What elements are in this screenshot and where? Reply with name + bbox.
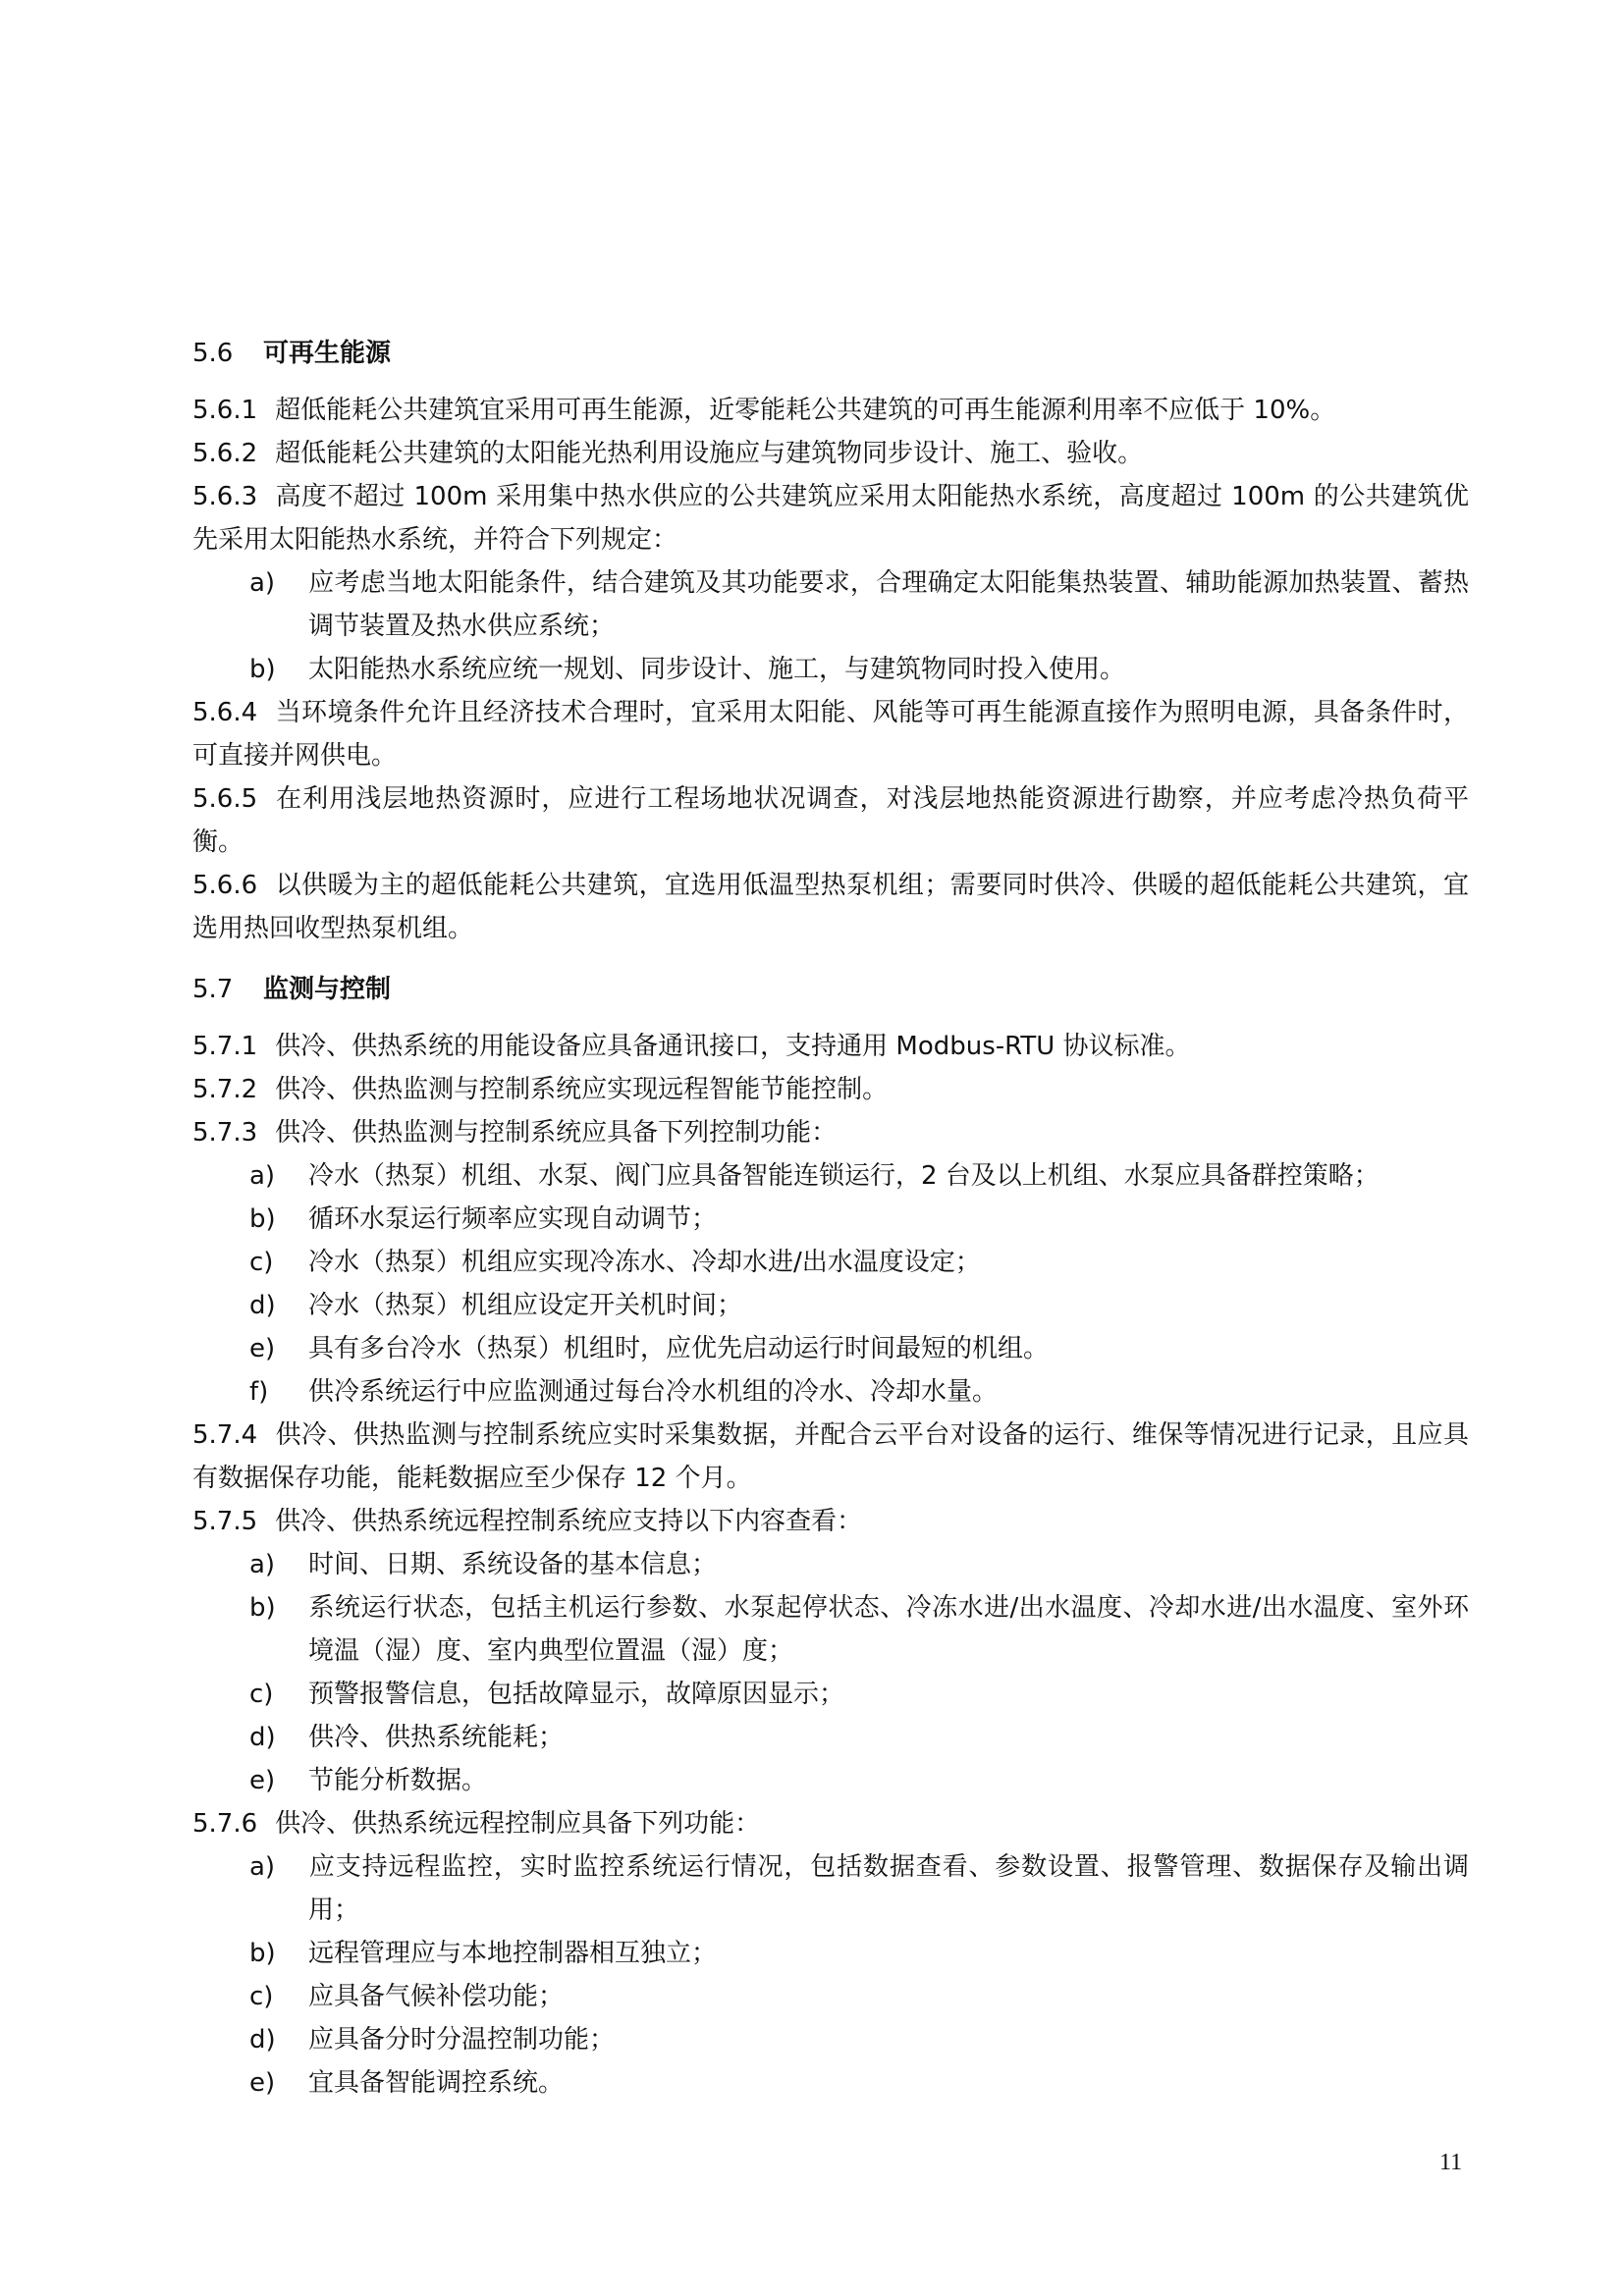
list-item-marker: b) [249,655,276,684]
list-item-marker: d) [249,1291,276,1320]
list-item-text: 冷水（热泵）机组、水泵、阀门应具备智能连锁运行，2 台及以上机组、水泵应具备群控策略； [308,1161,1380,1191]
list-item-marker: c) [249,1982,274,2011]
clause [192,475,1469,561]
list-item-text: 预警报警信息，包括故障显示，故障原因显示； [308,1680,845,1709]
list-item-marker: e) [249,1334,276,1363]
list-item-marker: b) [249,1204,276,1234]
clause [192,432,1469,475]
list-item-text: 系统运行状态，包括主机运行参数、水泵起停状态、冷冻水进/出水温度、冷却水进/出水温度、室外环境温（湿）度、室内典型位置温（湿）度； [308,1593,1469,1666]
list-item-text: 应具备气候补偿功能； [308,1982,565,2011]
clause [192,777,1469,864]
clause [192,1111,1469,1154]
list-item-text: 应具备分时分温控制功能； [308,2025,616,2055]
clause [192,1802,1469,1845]
clause-number: 5.7.1 [192,1032,258,1061]
section-number: 5.6 [192,339,234,368]
list-item-marker: a) [249,1161,276,1191]
clause [192,389,1469,432]
list-item [192,1154,1469,1198]
list-item [192,2061,1469,2105]
list-item [192,1932,1469,1975]
list-item [192,561,1469,648]
list-item-marker: a) [249,568,276,598]
clause-text: 供冷、供热系统远程控制应具备下列功能： [275,1809,761,1839]
list-item [192,1241,1469,1284]
clause-text: 以供暖为主的超低能耗公共建筑，宜选用低温型热泵机组；需要同时供冷、供暖的超低能耗公共建筑，宜选用热回收型热泵机组。 [192,871,1469,943]
list-item-text: 冷水（热泵）机组应实现冷冻水、冷却水进/出水温度设定； [308,1248,981,1277]
list-item-text: 太阳能热水系统应统一规划、同步设计、施工，与建筑物同时投入使用。 [308,655,1126,684]
section-title: 监测与控制 [263,975,392,1004]
clause-number: 5.6.1 [192,396,258,425]
list-item-text: 具有多台冷水（热泵）机组时，应优先启动运行时间最短的机组。 [308,1334,1050,1363]
list-item-marker: a) [249,1550,276,1579]
list-item-marker: d) [249,2025,276,2055]
clause-number: 5.7.4 [192,1420,258,1450]
section-heading [192,968,1469,1011]
list-item-text: 冷水（热泵）机组应设定开关机时间； [308,1291,743,1320]
list-item [192,1716,1469,1759]
clause [192,1414,1469,1500]
list-item [192,2018,1469,2061]
clause-text: 当环境条件允许且经济技术合理时，宜采用太阳能、风能等可再生能源直接作为照明电源，具备条件时，可直接并网供电。 [192,698,1469,771]
clause-number: 5.6.6 [192,871,258,900]
list-item-text: 节能分析数据。 [308,1766,488,1795]
list-item-marker: c) [249,1680,274,1709]
page-number: 11 [1439,2150,1463,2175]
list-item [192,1327,1469,1370]
list-item-marker: a) [249,1852,276,1882]
clause-text: 供冷、供热监测与控制系统应实现远程智能节能控制。 [275,1075,889,1104]
clause [192,1025,1469,1068]
list-item-text: 时间、日期、系统设备的基本信息； [308,1550,718,1579]
list-item [192,1673,1469,1716]
list-item [192,1759,1469,1802]
clause-text: 在利用浅层地热资源时，应进行工程场地状况调查，对浅层地热能资源进行勘察，并应考虑冷热负荷平衡。 [192,784,1469,857]
clause-number: 5.7.6 [192,1809,258,1839]
clause-number: 5.6.5 [192,784,258,814]
list-item-marker: b) [249,1939,276,1968]
clause-text: 高度不超过 100m 采用集中热水供应的公共建筑应采用太阳能热水系统，高度超过 100m 的公共建筑优先采用太阳能热水系统，并符合下列规定： [192,482,1469,555]
list-item [192,1370,1469,1414]
list-item [192,1198,1469,1241]
list-item-marker: e) [249,1766,276,1795]
section-heading [192,332,1469,375]
clause-text: 供冷、供热系统远程控制系统应支持以下内容查看： [275,1507,863,1536]
clause-number: 5.6.2 [192,439,258,468]
list-item-marker: b) [249,1593,276,1623]
clause-text: 供冷、供热监测与控制系统应实时采集数据，并配合云平台对设备的运行、维保等情况进行记录，且应具有数据保存功能，能耗数据应至少保存 12 个月。 [192,1420,1469,1493]
list-item-text: 宜具备智能调控系统。 [308,2068,565,2098]
clause-number: 5.6.4 [192,698,258,727]
clause-number: 5.7.2 [192,1075,258,1104]
list-item [192,648,1469,691]
clause-text: 供冷、供热监测与控制系统应具备下列控制功能： [275,1118,838,1148]
clause [192,1500,1469,1543]
clause-number: 5.6.3 [192,482,258,511]
list-item [192,1845,1469,1932]
clause-number: 5.7.3 [192,1118,258,1148]
clause-text: 超低能耗公共建筑的太阳能光热利用设施应与建筑物同步设计、施工、验收。 [275,439,1144,468]
clause-text: 超低能耗公共建筑宜采用可再生能源，近零能耗公共建筑的可再生能源利用率不应低于 10%。 [275,396,1336,425]
section-number: 5.7 [192,975,234,1004]
list-item-text: 供冷系统运行中应监测通过每台冷水机组的冷水、冷却水量。 [308,1377,999,1407]
list-item [192,1586,1469,1673]
list-item [192,1543,1469,1586]
list-item-text: 循环水泵运行频率应实现自动调节； [308,1204,718,1234]
clause-number: 5.7.5 [192,1507,258,1536]
list-item [192,1975,1469,2018]
list-item [192,1284,1469,1327]
clause [192,691,1469,777]
clause-text: 供冷、供热系统的用能设备应具备通讯接口，支持通用 Modbus-RTU 协议标准。 [275,1032,1191,1061]
list-item-text: 供冷、供热系统能耗； [308,1723,565,1752]
list-item-marker: e) [249,2068,276,2098]
clause [192,864,1469,950]
list-item-text: 应考虑当地太阳能条件，结合建筑及其功能要求，合理确定太阳能集热装置、辅助能源加热装置、蓄热调节装置及热水供应系统； [308,568,1469,641]
list-item-marker: d) [249,1723,276,1752]
list-item-text: 应支持远程监控，实时监控系统运行情况，包括数据查看、参数设置、报警管理、数据保存及输出调用； [308,1852,1469,1925]
document-body [192,332,1469,2105]
clause [192,1068,1469,1111]
list-item-marker: c) [249,1248,274,1277]
list-item-text: 远程管理应与本地控制器相互独立； [308,1939,718,1968]
list-item-marker: f) [249,1377,269,1407]
section-title: 可再生能源 [263,339,392,368]
section-gap [192,950,1469,968]
